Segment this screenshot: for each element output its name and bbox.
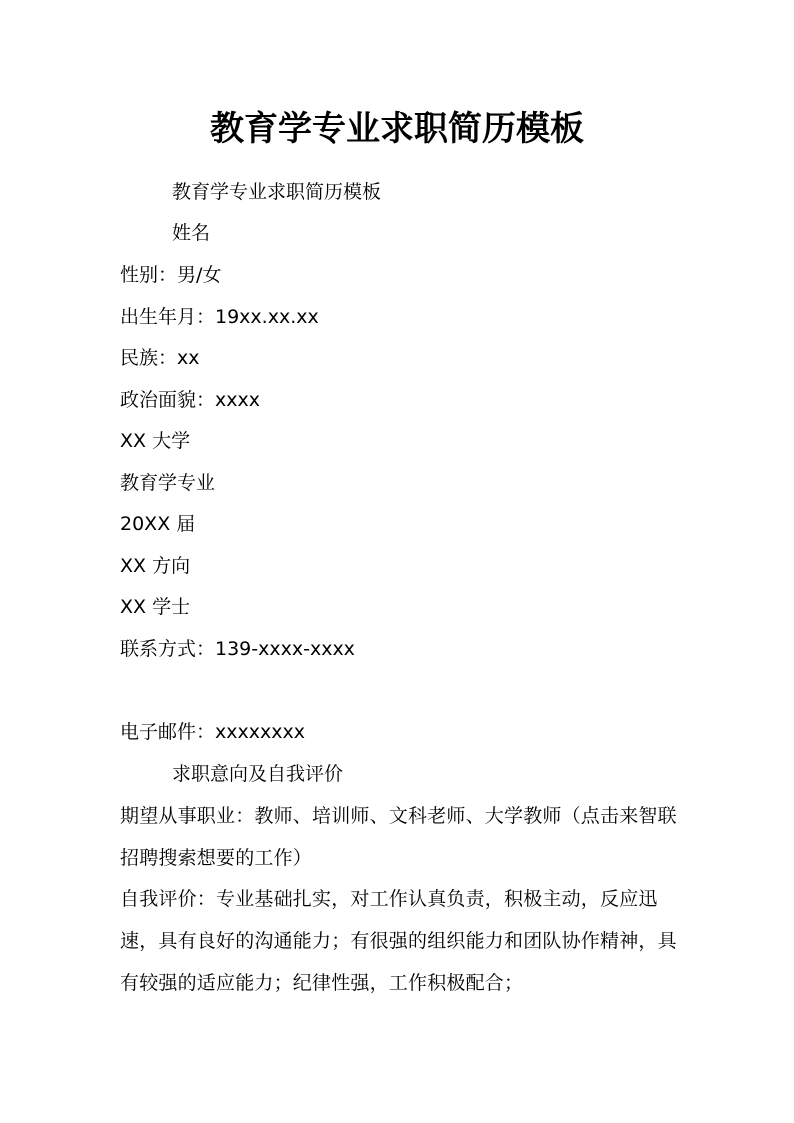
document-subtitle: 教育学专业求职简历模板 — [172, 181, 382, 203]
university-line: XX 大学 — [120, 430, 191, 452]
direction-line: XX 方向 — [120, 555, 191, 577]
political-status-line: 政治面貌：xxxx — [120, 389, 260, 411]
birth-line: 出生年月：19xx.xx.xx — [120, 306, 319, 328]
degree-line: XX 学士 — [120, 596, 191, 618]
graduation-year-line: 20XX 届 — [120, 513, 196, 535]
major-line: 教育学专业 — [120, 472, 216, 494]
name-label: 姓名 — [172, 222, 211, 244]
email-line: 电子邮件：xxxxxxxx — [120, 721, 305, 743]
section-heading: 求职意向及自我评价 — [172, 763, 344, 785]
gender-line: 性别：男/女 — [120, 264, 222, 286]
self-evaluation-paragraph: 自我评价：专业基础扎实，对工作认真负责，积极主动，反应迅速，具有良好的沟通能力；有很强的组织能力和团队协作精神，具有较强的适应能力；纪律性强，工作积极配合； — [120, 888, 677, 994]
contact-line: 联系方式：139-xxxx-xxxx — [120, 638, 355, 660]
ethnicity-line: 民族：xx — [120, 347, 200, 369]
career-goal-paragraph: 期望从事职业：教师、培训师、文科老师、大学教师（点击来智联招聘搜索想要的工作） — [120, 805, 677, 869]
document-title: 教育学专业求职简历模板 — [210, 109, 584, 149]
